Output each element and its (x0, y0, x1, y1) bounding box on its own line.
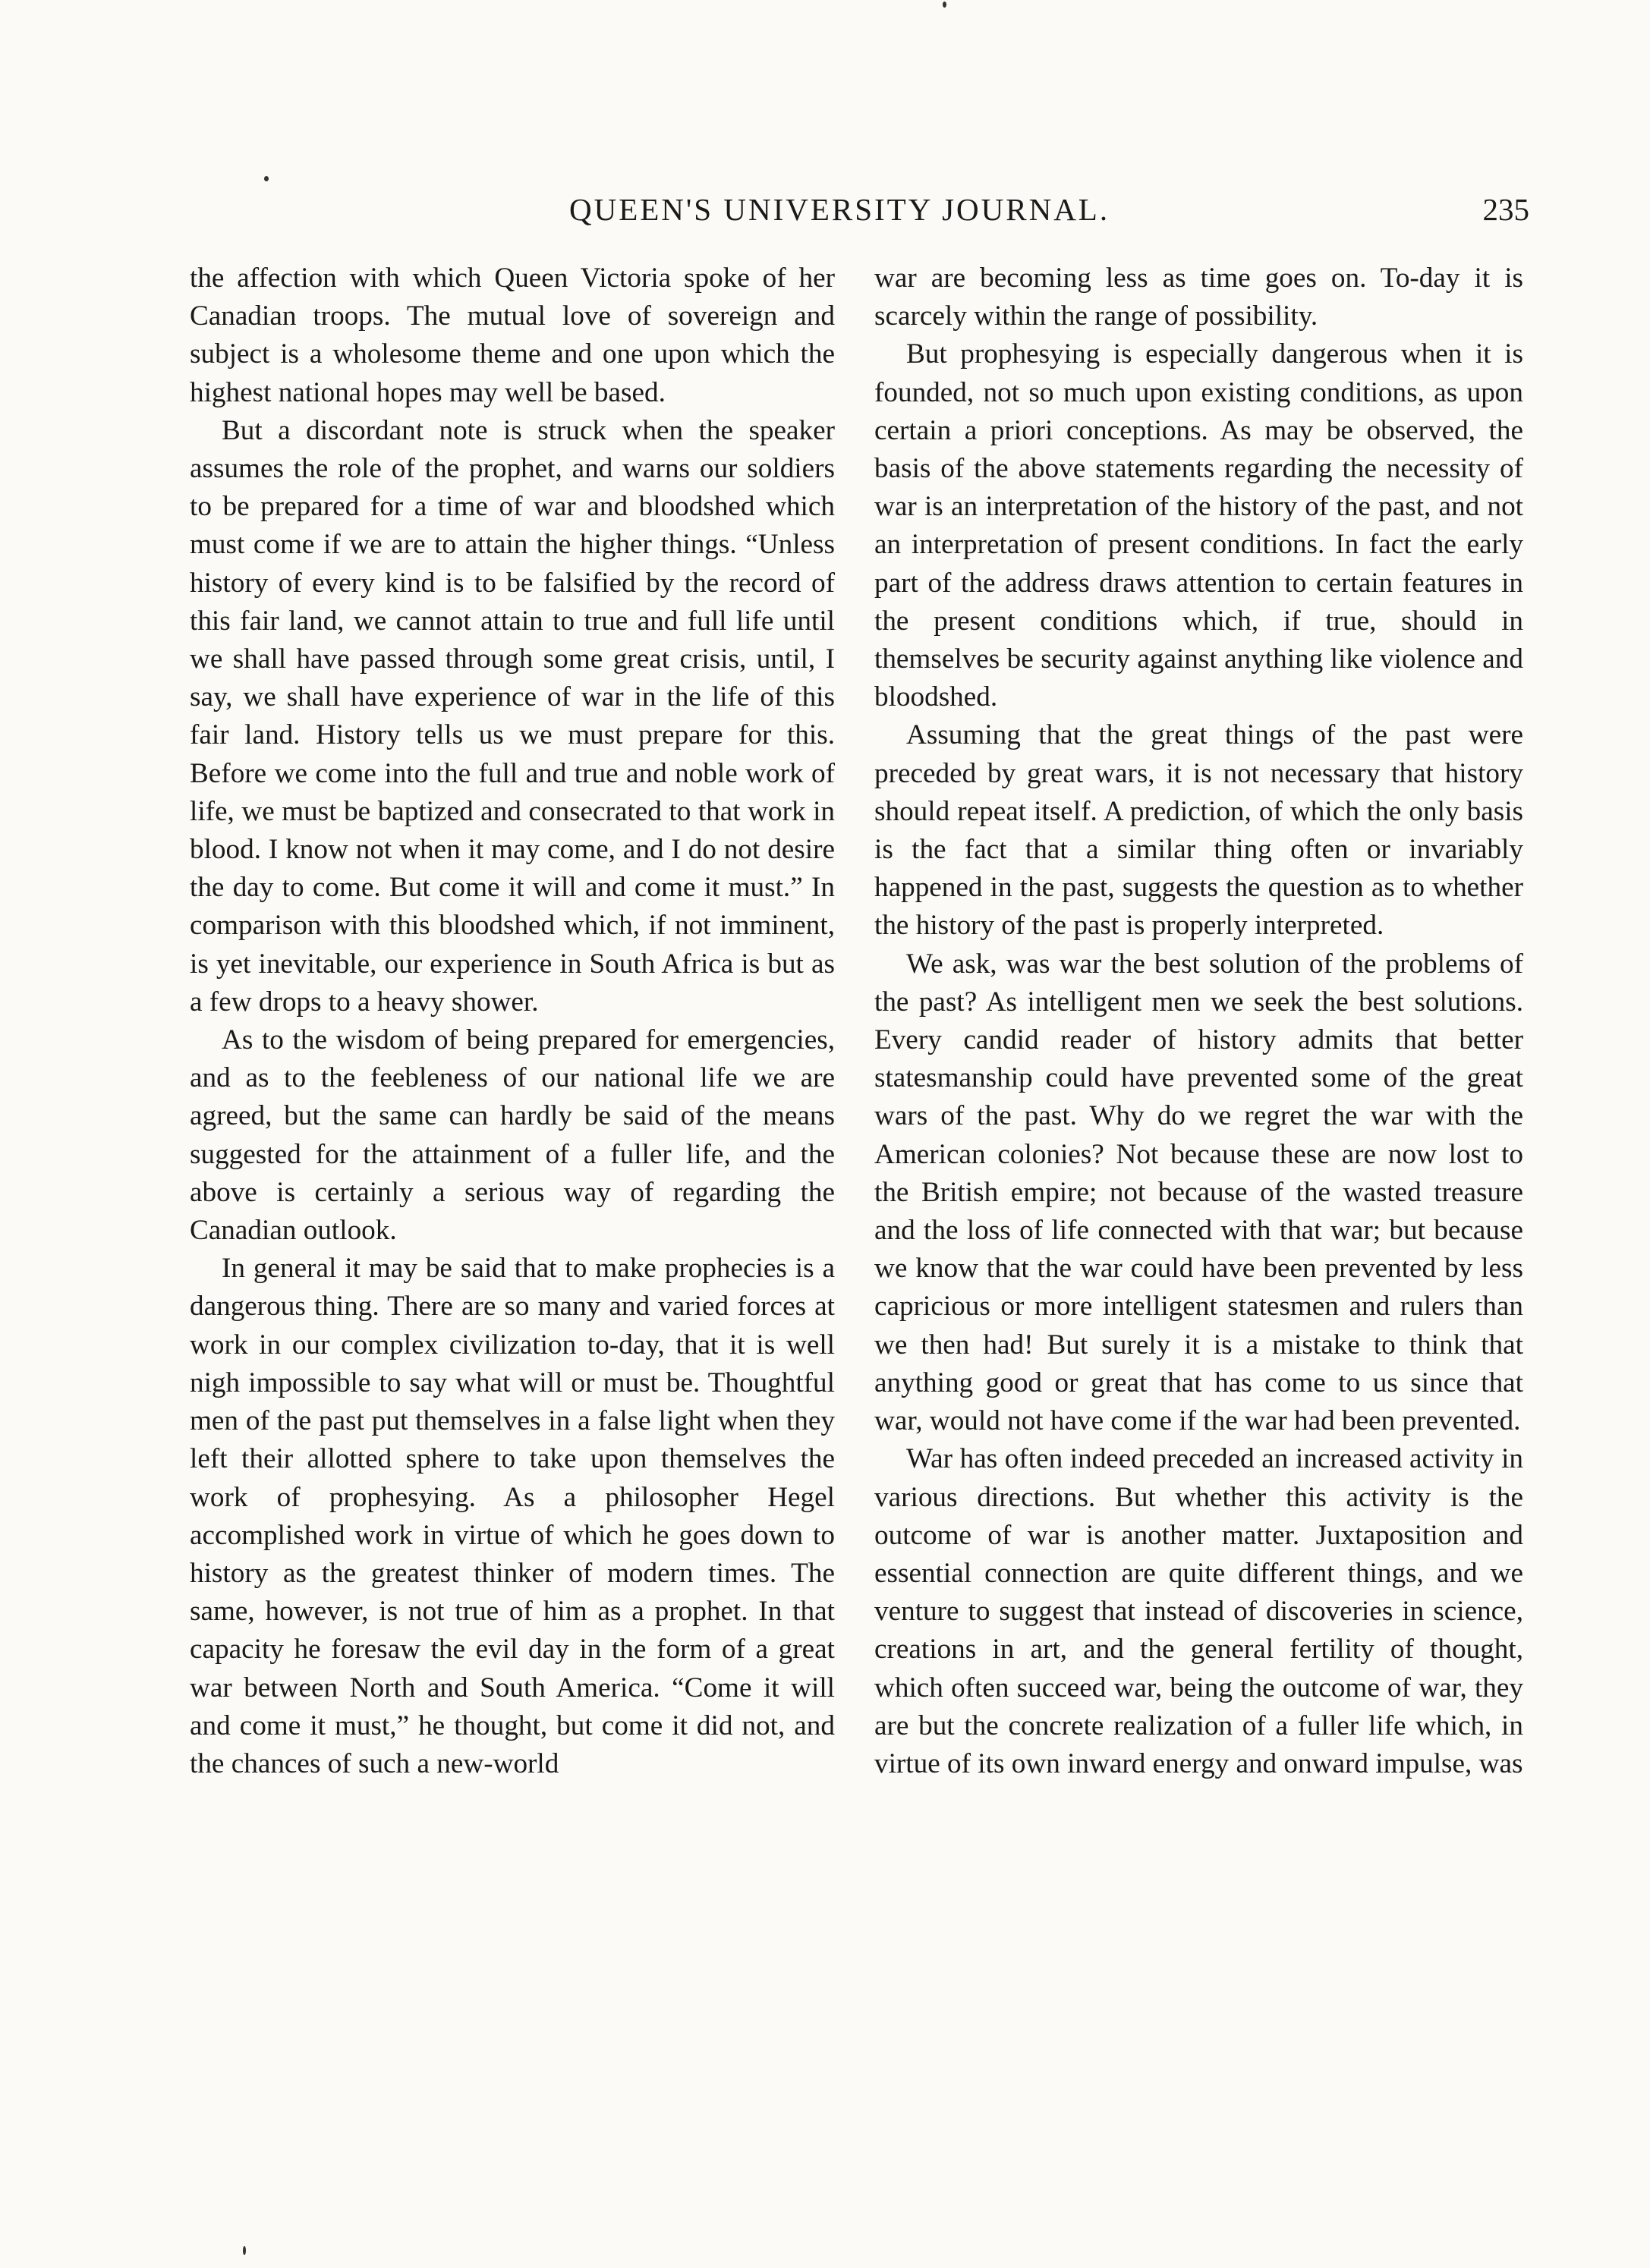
page-number: 235 (1482, 192, 1529, 227)
paragraph: In general it may be said that to make prophecies is a dangerous thing. There are so many and varied forces at work in our complex civilization to-day, that it is well nigh impossible to say what will or must be. Thoughtful men of the past put themselves in a false light when they left their allotted sphere to take upon themselves the work of prophesying. As a philosopher Hegel accomplished work in virtue of which he goes down to history as the greatest thinker of modern times. The same, however, is not true of him as a prophet. In that capacity he foresaw the evil day in the form of a great war between North and South America. “Come it will and come it must,” he thought, but come it did not, and the chances of such a new-world (190, 1253, 835, 1779)
paragraph: As to the wisdom of being prepared for emergencies, and as to the feebleness of our national life we are agreed, but the same can hardly be said of the means suggested for the attainment of a fuller life, and the above is certainly a serious way of regarding the Canadian outlook. (190, 1024, 835, 1247)
page-header (190, 191, 1529, 237)
right-column (874, 260, 1523, 1783)
ink-speck (243, 2246, 246, 2255)
paragraph: We ask, was war the best solution of the problems of the past? As intelligent men we seek the best solutions. Every candid reader of history admits that better statesmanship could have prevented some of the great wars of the past. Why do we regret the war with the American colonies? Not because these are now lost to the British empire; not because of the wasted treasure and the loss of life connected with that war; but because we know that the war could have been prevented by less capricious or more intelligent statesmen and rulers than we then had! But surely it is a mistake to think that anything good or great that has come to us since that war, would not have come if the war had been prevented. (874, 948, 1523, 1437)
left-column (190, 260, 835, 1783)
paragraph: the affection with which Queen Victoria spoke of her Canadian troops. The mutual love of sovereign and subject is a wholesome theme and one upon which the highest national hopes may well be based. (190, 263, 835, 408)
ink-speck (943, 2, 946, 8)
paragraph: War has often indeed preceded an increased activity in various directions. But whether this activity is the outcome of war is another matter. Juxtaposition and essential connection are quite different things, and we venture to suggest that instead of discoveries in science, creations in art, and the general fertility of thought, which often succeed war, being the outcome of war, they are but the concrete realization of a fuller life which, in virtue of its own inward energy and onward impulse, was (874, 1443, 1523, 1779)
paragraph: war are becoming less as time goes on. To-day it is scarcely within the range of possibility. (874, 263, 1523, 332)
running-title: QUEEN'S UNIVERSITY JOURNAL. (569, 192, 1110, 227)
paragraph: Assuming that the great things of the past were preceded by great wars, it is not necessary that history should repeat itself. A prediction, of which the only basis is the fact that a similar thing often or invariably happened in the past, suggests the question as to whether the history of the past is properly interpreted. (874, 719, 1523, 942)
ink-speck (264, 176, 269, 181)
paragraph: But prophesying is especially dangerous when it is founded, not so much upon existing conditions, as upon certain a priori conceptions. As may be observed, the basis of the above statements regarding the necessity of war is an interpretation of the history of the past, and not an interpretation of present conditions. In fact the early part of the address draws attention to certain features in the present conditions which, if true, should in themselves be security against anything like violence and bloodshed. (874, 338, 1523, 713)
paragraph: But a discordant note is struck when the speaker assumes the role of the prophet, and warns our soldiers to be prepared for a time of war and bloodshed which must come if we are to attain the higher things. “Unless history of every kind is to be falsified by the record of this fair land, we cannot attain to true and full life until we shall have passed through some great crisis, until, I say, we shall have experience of war in the life of this fair land. History tells us we must prepare for this. Before we come into the full and true and noble work of life, we must be baptized and consecrated to that work in blood. I know not when it may come, and I do not desire the day to come. But come it will and come it must.” In comparison with this bloodshed which, if not imminent, is yet inevitable, our experience in South Africa is but as a few drops to a heavy shower. (190, 414, 835, 1018)
